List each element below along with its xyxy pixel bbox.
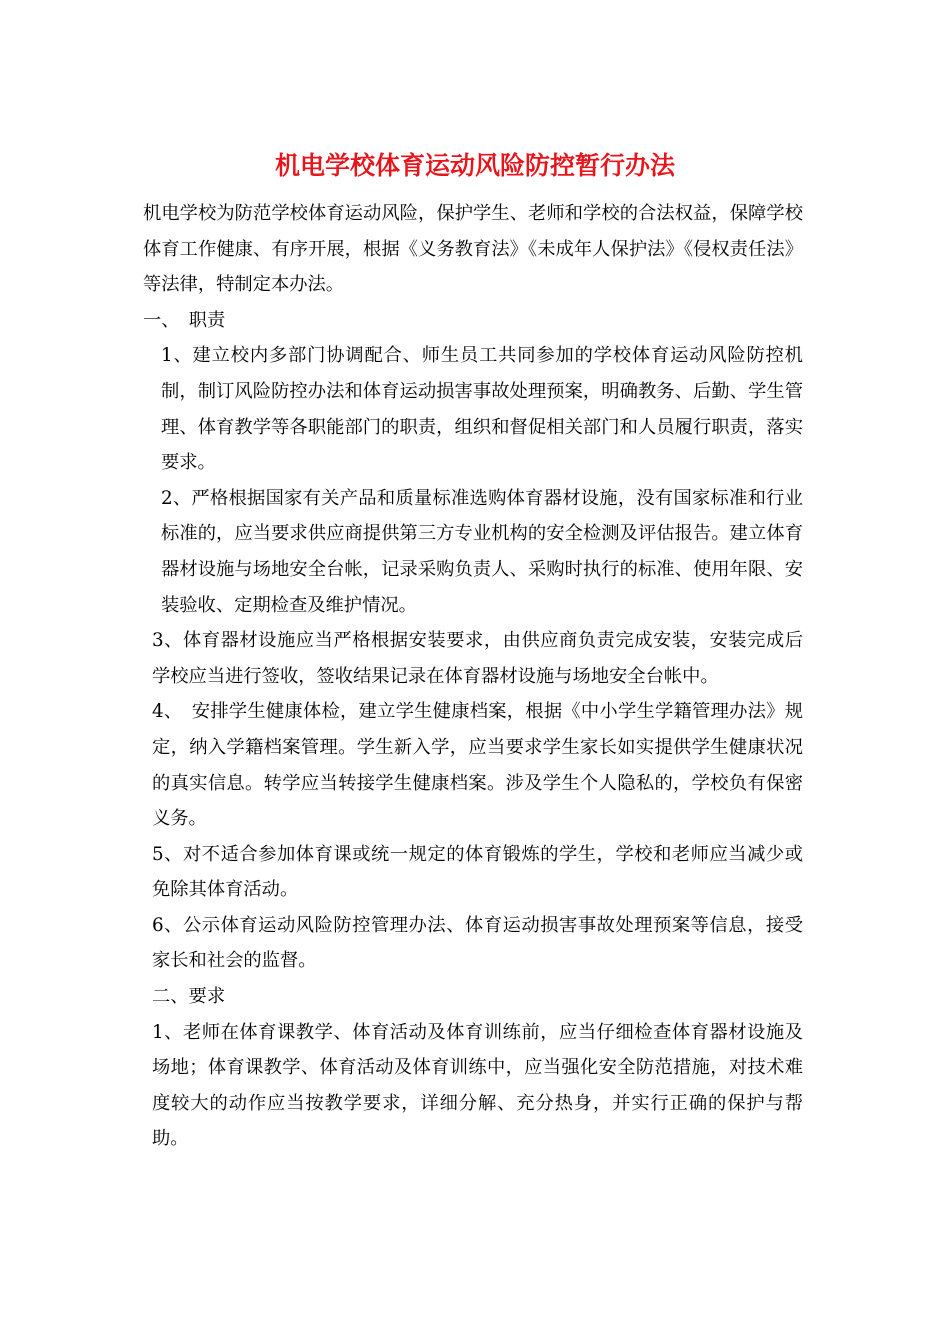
document-title: 机电学校体育运动风险防控暂行办法 [274, 151, 675, 180]
responsibility-item-6: 6、公示体育运动风险防控管理办法、体育运动损害事故处理预案等信息，接受家长和社会的监督。 [152, 914, 803, 972]
responsibility-item-3: 3、体育器材设施应当严格根据安装要求，由供应商负责完成安装，安装完成后学校应当进行签收，签收结果记录在体育器材设施与场地安全台帐中。 [152, 630, 803, 687]
responsibility-item-4: 4、 安排学生健康体检，建立学生健康档案，根据《中小学生学籍管理办法》规定，纳入学籍档案管理。学生新入学，应当要求学生家长如实提供学生健康状况的真实信息。转学应当转接学生健康档案。涉及学生个人隐私的，学校负有保密义务。 [152, 701, 803, 830]
requirement-item-1: 1、老师在体育课教学、体育活动及体育训练前，应当仔细检查体育器材设施及场地；体育课教学、体育活动及体育训练中，应当强化安全防范措施，对技术难度较大的动作应当按教学要求，详细分解、充分热身，并实行正确的保护与帮助。 [152, 1021, 803, 1150]
responsibility-item-1: 1、建立校内多部门协调配合、师生员工共同参加的学校体育运动风险防控机制，制订风险防控办法和体育运动损害事故处理预案，明确教务、后勤、学生管理、体育教学等各职能部门的职责，组织和督促相关部门和人员履行职责，落实要求。 [161, 345, 803, 474]
responsibility-item-2: 2、严格根据国家有关产品和质量标准选购体育器材设施，没有国家标准和行业标准的，应当要求供应商提供第三方专业机构的安全检测及评估报告。建立体育器材设施与场地安全台帐，记录采购负责人、采购时执行的标准、使用年限、安装验收、定期检查及维护情况。 [161, 487, 803, 616]
intro-paragraph: 机电学校为防范学校体育运动风险，保护学生、老师和学校的合法权益，保障学校体育工作健康、有序开展，根据《义务教育法》《未成年人保护法》《侵权责任法》等法律，特制定本办法。 [143, 203, 803, 296]
section-heading-responsibilities: 一、 职责 [143, 309, 226, 331]
responsibility-item-5: 5、对不适合参加体育课或统一规定的体育锻炼的学生，学校和老师应当减少或免除其体育活动。 [152, 843, 803, 901]
section-heading-requirements: 二、要求 [152, 986, 226, 1008]
document-body [143, 196, 803, 1157]
